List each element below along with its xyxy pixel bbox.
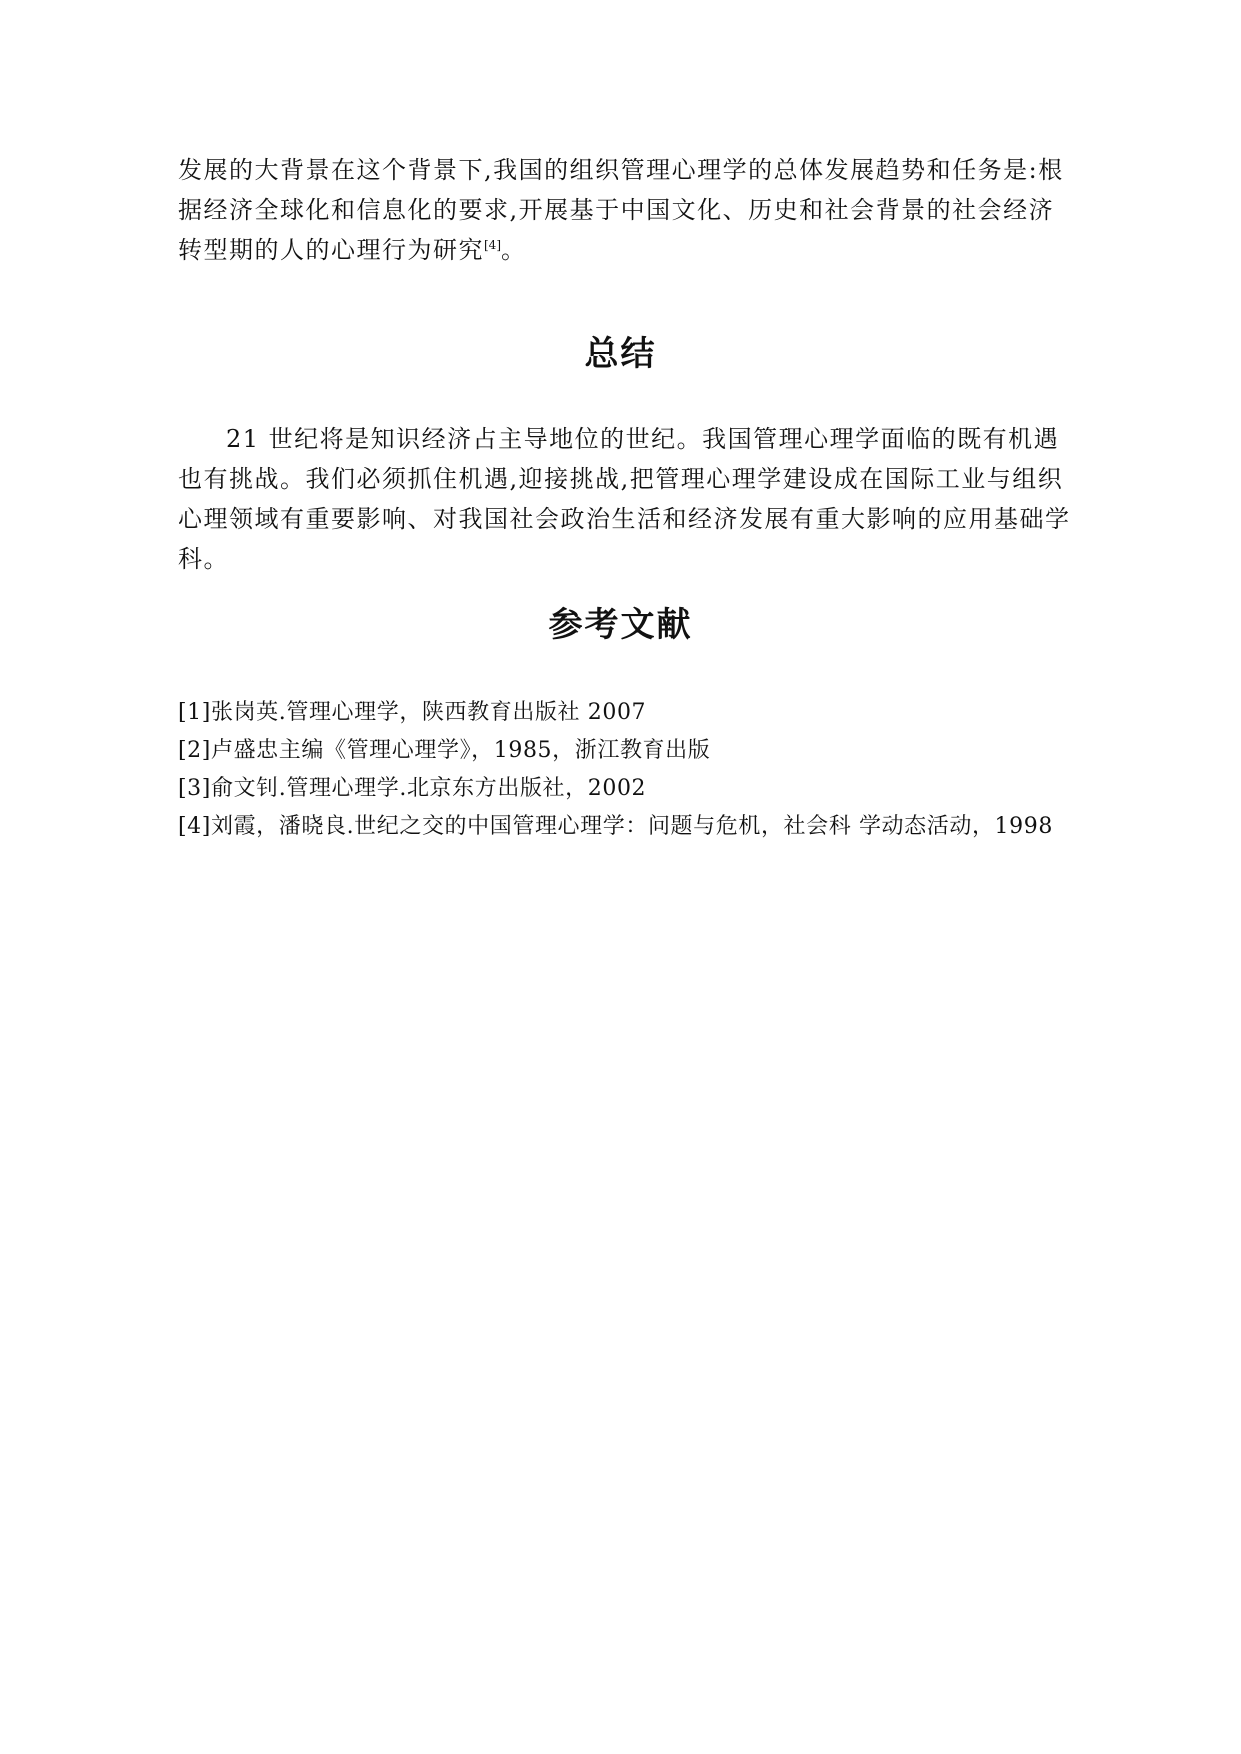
reference-item: [1]张岗英.管理心理学，陕西教育出版社 2007 [178,700,647,725]
reference-item: [2]卢盛忠主编《管理心理学》，1985，浙江教育出版 [178,738,711,763]
paragraph-text: 发展的大背景在这个背景下,我国的组织管理心理学的总体发展趋势和任务是:根据经济全球化和信息化的要求,开展基于中国文化、历史和社会背景的社会经济转型期的人的心理行为研究 [178,156,1064,264]
paragraph-end: 。 [501,236,527,264]
reference-list [178,694,1078,846]
section-heading-references: 参考文献 [548,605,693,645]
summary-paragraph: 21 世纪将是知识经济占主导地位的世纪。我国管理心理学面临的既有机遇也有挑战。我们必须抓住机遇,迎接挑战,把管理心理学建设成在国际工业与组织心理领域有重要影响、对我国社会政治生活和经济发展有重大影响的应用基础学科。 [178,425,1071,573]
body-paragraph [178,150,1078,270]
citation-superscript: [4] [484,238,501,252]
section-heading-summary: 总结 [584,334,657,374]
reference-item: [3]俞文钊.管理心理学.北京东方出版社，2002 [178,776,647,801]
reference-item: [4]刘霞，潘晓良.世纪之交的中国管理心理学：问题与危机，社会科 学动态活动，1998 [178,814,1053,839]
